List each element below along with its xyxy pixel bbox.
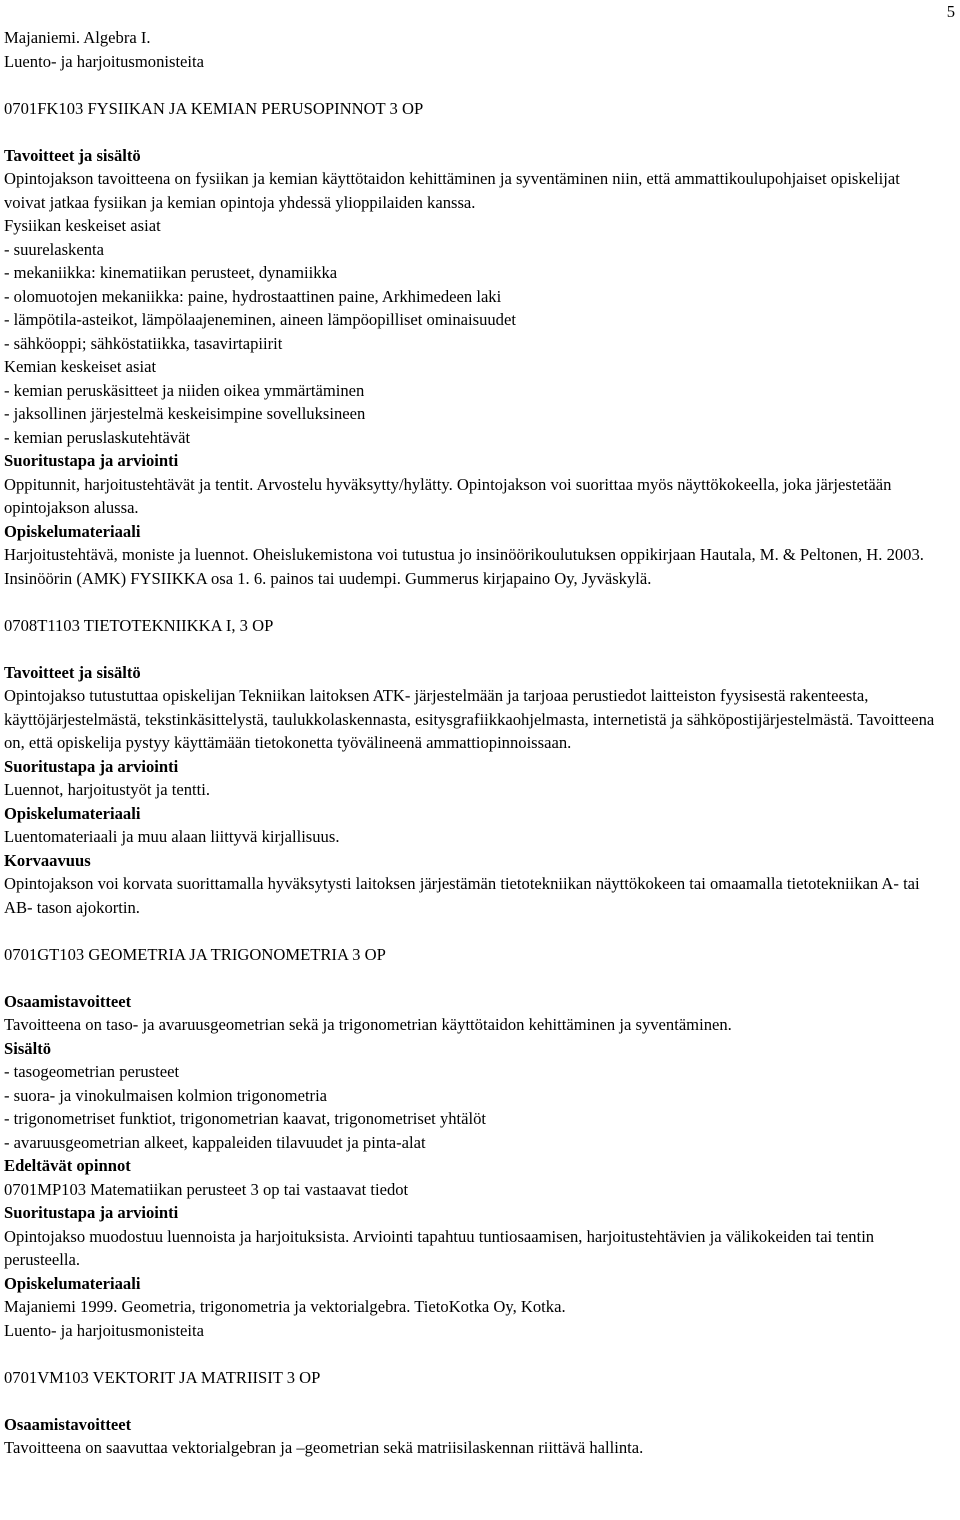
list-item: - tasogeometrian perusteet [4, 1062, 180, 1081]
prerequisites-paragraph: 0701MP103 Matematiikan perusteet 3 op tai vastaavat tiedot [4, 1179, 409, 1199]
list-item: - suora- ja vinokulmaisen kolmion trigonometria [4, 1085, 328, 1105]
course-title-vektorit: 0701VM103 VEKTORIT JA MATRIISIT 3 OP [4, 1367, 321, 1387]
goals-paragraph: Tavoitteena on taso- ja avaruusgeometrian sekä ja trigonometrian käyttötaidon kehittäminen ja syventäminen. [4, 1015, 732, 1034]
section-heading-prerequisites: Edeltävät opinnot [4, 1156, 131, 1175]
goals-paragraph: Tavoitteena on saavuttaa vektorialgebran ja –geometrian sekä matriisilaskennan riittävä hallinta. [4, 1438, 644, 1457]
page-number: 5 [946, 2, 955, 21]
section-heading-material: Opiskelumateriaali [4, 521, 141, 541]
list-item: - suurelaskenta [4, 239, 104, 259]
list-item: - mekaniikka: kinematiikan perusteet, dynamiikka [4, 263, 338, 282]
list-item: - olomuotojen mekaniikka: paine, hydrostaattinen paine, Arkhimedeen laki [4, 286, 502, 306]
list-item: - lämpötila-asteikot, lämpölaajeneminen, aineen lämpöopilliset ominaisuudet [4, 310, 516, 329]
section-heading-goals: Tavoitteet ja sisältö [4, 662, 141, 682]
list-item: - avaruusgeometrian alkeet, kappaleiden tilavuudet ja pinta-alat [4, 1132, 426, 1152]
section-heading-goals: Tavoitteet ja sisältö [4, 145, 141, 165]
course-title-fysiikka-kemia: 0701FK103 FYSIIKAN JA KEMIAN PERUSOPINNOT 3 OP [4, 98, 424, 118]
header-line-1: Majaniemi. Algebra I. [4, 28, 151, 47]
material-line: Luento- ja harjoitusmonisteita [4, 1320, 205, 1340]
course-title-geometria: 0701GT103 GEOMETRIA JA TRIGONOMETRIA 3 OP [4, 944, 386, 964]
chemistry-heading: Kemian keskeiset asiat [4, 357, 157, 376]
list-item: - sähköoppi; sähköstatiikka, tasavirtapiirit [4, 333, 283, 353]
section-heading-assessment: Suoritustapa ja arviointi [4, 756, 179, 776]
assessment-paragraph: Oppitunnit, harjoitustehtävät ja tentit. Arvostelu hyväksytty/hylätty. Opintojakson voi suorittaa myös näyttökokeella, joka järjestetään opintojakson alussa. [4, 474, 892, 517]
section-heading-goals: Osaamistavoitteet [4, 991, 132, 1011]
header-line-2: Luento- ja harjoitusmonisteita [4, 51, 205, 71]
physics-heading: Fysiikan keskeiset asiat [4, 216, 161, 235]
material-paragraph: Luentomateriaali ja muu alaan liittyvä kirjallisuus. [4, 827, 340, 846]
material-paragraph: Harjoitustehtävä, moniste ja luennot. Oheislukemistona voi tutustua jo insinöörikoulutuksen oppikirjaan Hautala, M. & Peltonen, H. 2003. Insinöörin (AMK) FYSIIKKA osa 1. 6. painos tai uudempi. Gummerus kirjapaino Oy, Jyväskylä. [4, 545, 924, 588]
document-page [4, 0, 944, 1460]
section-heading-content: Sisältö [4, 1038, 52, 1058]
section-heading-substitute: Korvaavuus [4, 850, 91, 870]
substitute-paragraph: Opintojakson voi korvata suorittamalla hyväksytysti laitoksen järjestämän tietotekniikan näyttökokeen tai omaamalla tietotekniikan A- tai AB- tason ajokortin. [4, 874, 920, 917]
section-heading-material: Opiskelumateriaali [4, 1273, 141, 1293]
assessment-paragraph: Opintojakso muodostuu luennoista ja harjoituksista. Arviointi tapahtuu tuntiosaamisen, harjoitustehtävien ja välikokeiden tai tentin perusteella. [4, 1226, 875, 1269]
section-heading-material: Opiskelumateriaali [4, 803, 141, 823]
list-item: - jaksollinen järjestelmä keskeisimpine sovelluksineen [4, 404, 366, 423]
assessment-paragraph: Luennot, harjoitustyöt ja tentti. [4, 780, 211, 799]
course-title-tietotekniikka: 0708T1103 TIETOTEKNIIKKA I, 3 OP [4, 615, 274, 635]
material-line: Majaniemi 1999. Geometria, trigonometria ja vektorialgebra. TietoKotka Oy, Kotka. [4, 1297, 566, 1316]
list-item: - kemian peruskäsitteet ja niiden oikea ymmärtäminen [4, 380, 365, 400]
section-heading-assessment: Suoritustapa ja arviointi [4, 451, 179, 470]
section-heading-assessment: Suoritustapa ja arviointi [4, 1203, 179, 1222]
list-item: - kemian peruslaskutehtävät [4, 427, 191, 447]
goals-paragraph: Opintojakson tavoitteena on fysiikan ja kemian käyttötaidon kehittäminen ja syventäminen niin, että ammattikoulupohjaiset opiskelijat voivat jatkaa fysiikan ja kemian opintoja yhdessä ylioppilaiden kanssa. [4, 169, 900, 212]
goals-paragraph: Opintojakso tutustuttaa opiskelijan Tekniikan laitoksen ATK- järjestelmään ja tarjoaa perustiedot laitteiston fyysisestä rakenteesta, käyttöjärjestelmästä, tekstinkäsittelystä, taulukkolaskennasta, esitysgrafiikkaohjelmasta, internetistä ja sähköpostijärjestelmästä. Tavoitteena on, että opiskelija pystyy käyttämään tietokonetta työvälineenä ammattiopinnoissaan. [4, 686, 935, 752]
section-heading-goals: Osaamistavoitteet [4, 1414, 132, 1434]
list-item: - trigonometriset funktiot, trigonometrian kaavat, trigonometriset yhtälöt [4, 1109, 487, 1128]
